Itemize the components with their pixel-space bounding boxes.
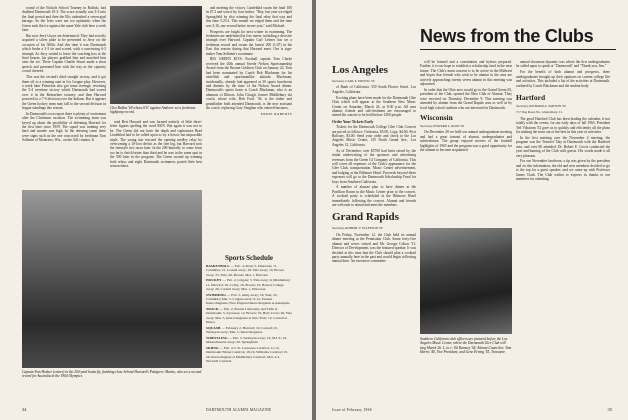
page-number: 35 <box>607 407 612 412</box>
sport-name: SWIMMING <box>206 292 227 297</box>
masthead-title: News from the Clubs <box>420 26 594 46</box>
swimming-photo <box>22 190 202 368</box>
paragraph: A number of alumni plan to have dinner at the Pavillion Room in the Music Center prior to the concert. A cocktail party is scheduled at the Biltmore Hotel immediately following the concert. Alumni and friends are welcome to attend and meet the members. <box>332 185 416 208</box>
sport-dates: Feb. 5, Army away; 18, Yale; 25, Columbia; Mar. 5, Colgate away; 9-12, Eastern Intercollegiates; New England Intercollegiates at Annapolis. <box>206 292 291 306</box>
paragraph: read Bert Harvard and was formed entirely of little three-letter figures spelling the word RUN. But again it was not to be. The Green did not have the depth and sophomore Brad Lindeblad had to be called upon to try a heroic but impossible triple. The young star rescued the opening medley relay by overcoming a 10-foot deficit as the free leg, but Harvard won the freestyle two races later. In the 200 butterfly to come from too far to finish better than third and he was in the same spot in the 500 later in the program. The Green wound up winning both relays and eight Dartmouth swimmers posted their best season times. <box>110 120 202 169</box>
sports-schedule-item: SQUASH — February 2, Harvard; 19, Cornell; 25, Wesleyan away; Mar. 5, Intercollegiates. <box>206 325 278 335</box>
paragraph: annual showman dynamic was where the first undergraduates he called upon to speak or "Dartmouth" and "Thank you, Jim." <box>516 60 610 69</box>
sport-name: WRESTLING <box>206 335 228 340</box>
highjumper-caption: Chet Ballou '69 whose 6'6" against Andover set a freshman highjump record. <box>110 106 196 115</box>
sports-schedule-item: TRACK — Feb. 2, Boston University and Tufts at Dartmouth; 5, Syracuse; 12, Brown; 19, Holy Cross; 26, Yale away; Mar. 5, Intercollegiates at New York; 12, Cornell at Ithaca. <box>206 307 292 325</box>
footer-issue: Issue of February 1966 <box>332 408 372 412</box>
sport-dates: Feb. 4-5, St. Lawrence Carnival; 11-12, Dartmouth Winter Carnival; 18-19, Williams Carnival; 25-26, Intercollegiate at Middlebury Carnival; Mar. 4-5, Norwich Carnival. <box>206 346 289 363</box>
paragraph: Exciting plans have been made for the Dartmouth Glee Club which will appear at the Southern New Music Center on Saturday, March 26, at 8:30 p.m. All area alumni, friends and sub-freshmen are encouraged to attend the concert to be held before 1200 people. <box>332 95 416 118</box>
masthead <box>420 26 616 52</box>
grand-rapids-heading: Grand Rapids <box>332 211 399 224</box>
sport-name: SQUASH <box>206 325 221 330</box>
sport-dates: Feb. 5, Wesleyan away; 19, M.I.T.; 25, Massachusetts away; 26, Springfield. <box>206 335 288 345</box>
sports-schedule-item: SKIING — Feb. 4-5, St. Lawrence Carnival; 11-12, Dartmouth Winter Carnival; 18-19, Williams Carnival; 25-26, Intercollegiate at Middlebury Carnival; Mar. 4-5, Norwich Carnival. <box>206 346 289 363</box>
sport-dates: Feb. 4, Penn; 5, Princeton; 11, Columbia; 12, Cornell away; 18, Yale away; 19, Brown away; 25, Yale; 26, Brown; Mar. 1, Harvard. <box>206 264 284 277</box>
los-angeles-byline: Secretary, CARL E. ERVING '56 <box>332 79 375 83</box>
sports-schedule-item: SWIMMING — Feb. 5, Army away; 18, Yale; 25, Columbia; Mar. 5, Colgate away; 9-12, Eastern Intercollegiates; New England Intercollegiates at Annapolis. <box>206 292 291 306</box>
club-officers-caption: Southern California club officers are pictured before the Los Angeles Music Center, where the Dartmouth Glee Club will sing March 26. L. to r.: Ed Ramsey '54, Alumni Councilor; Tom Harris '46, Vice President; and Gene Erving '55, Treasurer. <box>420 337 512 354</box>
paragraph: In order that the Ohio area would go to the Grand Green 65, president of the Club, opened the Ohio Club of Alumni. They were received on Thursday, December 9. This meeting was attended by alumni from the Grand Rapids area as well as by local high school students who are interested in Dartmouth. <box>420 87 512 110</box>
right-column-2 <box>420 60 512 225</box>
los-angeles-subhead: Order Your Tickets Early <box>332 119 374 124</box>
sports-schedule-item: HOCKEY — Feb. 2, Colgate; 5, Yale away; 9, Middlebury; 11, Harvard; 16, Colby; 19, Brown; 23, Boston College away; 26, Cornell away; Mar. 1, Princeton. <box>206 278 291 291</box>
hartford-address: 717 Dog Road, No. Glastonbury, Ct. <box>516 110 563 115</box>
masthead-rule <box>420 49 616 50</box>
paragraph: BIG GREEN KITS: Football captain Tom Clarke received the 20th annual Swede Nelson Sportsmanship Award from the Boston Gridiron Club on January 22. Tom had been nominated by Coach Bob Blackman for his unselfish and sportsmanlike attitude. Blackman, incidentally, already had appeared at 30 sports luncheons and dinners by the time of the Nelson Award dinner. Dartmouth's sports brain is Coach Blackman, who is an alumnus of Illinois. John Clough, former Middlebury ski coach, whose wife, Bob Ford, '36, is the father and grandfather both attended Dartmouth, is the new assistant ski coach, replacing Gary Vaughan who entered business. <box>206 57 292 110</box>
paragraph: round of the Nichols School Tourney in Buffalo, had drubbed Dartmouth 10-3. The score actually was 3-3 into the final period and then the Elis unleashed a seven-goal barrage. So the Ivies were not too optimistic when the Green took the ice against the same Yale club here a week later. <box>22 6 106 33</box>
paragraph: For the benefit of both alumni and prospects, three undergraduates brought up their opinions on current college life and activities. This included a list of the activities at Dartmouth, outlined by Coach Blackman and the student body. <box>516 70 610 88</box>
sport-dates: Feb. 2, Colgate; 5, Yale away; 9, Middlebury; 11, Harvard; 16, Colby; 19, Brown; 23, Boston College away; 26, Cornell away; Mar. 1, Princeton. <box>206 278 291 291</box>
hartford-byline: Secretary, RICHARD A. WATSON '59 <box>516 103 566 108</box>
sport-dates: February 2, Harvard; 19, Cornell; 25, Wesleyan away; Mar. 5, Intercollegiates. <box>206 325 278 335</box>
sports-schedule-item: WRESTLING — Feb. 5, Wesleyan away; 19, M.I.T.; 25, Massachusetts away; 26, Springfield. <box>206 335 288 345</box>
paragraph: As of December, over $5700 had been raised by the initial underwriting of the sponsors and advertising revenues from the Green Gl Company of California. This will cover all expenses of the Club's appearance for the Glee Club, transportation, Music Center advertisement, and lodging at the Biltmore Hotel. Proceeds beyond these expenses will go to the Dartmouth Scholarship Fund for boys from Southern California. <box>332 148 416 184</box>
sports-schedule <box>206 250 292 390</box>
left-column-2-top <box>206 6 292 186</box>
right-column-1 <box>332 60 416 360</box>
sport-name: SKIING <box>206 346 219 351</box>
right-page <box>316 0 628 420</box>
wisconsin-heading: Wisconsin <box>420 112 453 122</box>
author-signature: ERNIE ROBERTS <box>260 112 292 117</box>
swim-meet-text <box>110 120 202 190</box>
paragraph: The good Hartford Club has been leading the calendar, if not totally with the events, for our early days of fall 1965. President Ted Vikstrom '52 gave us to quickly and efficiently all the plans for making the most out of the best in this year of activities. <box>516 116 610 134</box>
sport-dates: Feb. 2, Boston University and Tufts at Dartmouth; 5, Syracuse; 12, Brown; 19, Holy Cross; 26, Yale away; Mar. 5, Intercollegiates at New York; 12, Cornell at Ithaca. <box>206 307 292 325</box>
sports-schedule-heading: Sports Schedule <box>224 254 274 262</box>
sport-name: BASKETBALL <box>206 264 230 268</box>
sports-schedule-item: BASKETBALL — Feb. 4, Penn; 5, Princeton; 11, Columbia; 12, Cornell away; 18, Yale away; 19, Brown away; 25, Yale; 26, Brown; Mar. 1, Harvard. <box>206 264 284 277</box>
club-officers-photo <box>420 228 512 334</box>
highjumper-photo <box>110 6 202 104</box>
page-number: 34 <box>22 407 27 412</box>
footer-title: DARTMOUTH ALUMNI MAGAZINE <box>206 408 272 412</box>
grand-rapids-byline: Secretary, ROBERT V. ELLEFSON '59 <box>332 226 383 231</box>
los-angeles-heading: Los Angeles <box>332 64 388 76</box>
right-column-3 <box>516 60 610 390</box>
paragraph: On December 28 we held our annual undergraduate meeting and had a great turnout of alumni, undergraduates and subfreshmen. The group enjoyed movies of the football highlights of 1965 and the program was a good opportunity for the alumni to become acquainted. <box>420 130 512 152</box>
paragraph: For our November luncheon, a tip was given by the president and on this information, the old and new members decided to go to the top for a guest speaker, and we came up with Professor James Clark. The Club wishes to express its thanks to our members for attending. <box>516 159 610 182</box>
paragraph: Tickets for the Dartmouth College Glee Club Concert are priced as follows: Orchestra, $5.00; Loge, $4.00; First Balcony, $3.00. Send your order and check to the Los Angeles Music Center, 135 North Grand Ave., Los Angeles 12, California. <box>332 125 416 147</box>
paragraph: and meeting the victory. Lindeblad swam the final 100 in 47.2 and won it by four inches. "Boy, last year we edged Springfield by also winning the final relay that way and this time 3:23.3. This month we edged them and the time was 3:16, one second better in one year," said Michael. <box>206 6 292 28</box>
paragraph: Prospects are bright for next winter in swimming. The freshmen are undefeated in five meets, including a decisive triumph over Harvard. Captain Carl Leitner has set a freshman record and swum the fastest 200 (1:47) in the East this season during that Harvard meet. Our is sign-maker Tom Solheim's roommate. <box>206 29 292 56</box>
paragraph: will be formed and a constitution and bylaws prepared. Further, it is our hope to establish a scholarship fund in the near future. The Club's main concern is to be active in the Midwest and hopes that friends who wish to be alumni in the area are actively approaching twenty seven alumni in this meeting was adjourned. <box>420 60 512 87</box>
paragraph: In Dartmouth's own report there is plenty of excitement after the Christmas vacation. The swimming team was keyed up about the possibility of defeating Harvard for the first time since 1959. The squad was training very hard and morale was high. In the dressing room there were signs such as the one concocted by freshman Tom Solheim of Montreux, Wis., on the Gill counter. It <box>22 111 106 143</box>
swimming-caption: Captain Tom Hosher (center) in the 200-yard butterfly, finishing close behind Harvard's Pettigrew. Martin, who set a second record for Australia in the 1964 Olympics. <box>22 370 202 379</box>
paragraph: of Bank of California, 550 South Flower Street, Los Angeles, California. <box>332 85 416 94</box>
paragraph: In the first meeting over the November 4 meeting, the program was the Trustees' Day at Dartmouth with the Hartford area, and over 60 attended. Dr. Robert E. Lewis conducted the year and hunting of the Club with guests. His words made it all very pleasant. <box>516 135 610 158</box>
paragraph: This was the second's third straight victory, and it got them off to a winning start in Ivy League play. However, a week later Princeton also got some revenge, reversing the 5-4 overtime victory which Dartmouth had scored over it in the Rensselaer tourney, and then Harvard powered to a 7-0 decision over the Indians. But it appears the Green hockey team may fall to the second division in league standings this season. <box>22 75 106 110</box>
paragraph: On Friday, November 12, the Club held its annual dinner meeting at the Peninsular Club. Some forty-five alumni and wives visited and Mr. George Colton '31, Director of Development, was the featured speaker. It was decided at this time that the Club should plan a cocktail party annually here in the past and would begin collecting annual dues. An executive committee <box>332 232 416 264</box>
sport-name: TRACK <box>206 307 219 312</box>
hartford-heading: Hartford <box>516 92 546 102</box>
wisconsin-byline: Secretary, EDWARD L. ROSS '56 <box>420 123 464 128</box>
paragraph: But now Jerry's boys are determined. They had secretly acquired a silver plate to be presented to Jerry on the occasion of his 300th. And this time it was Dartmouth which broke a 3-3 tie and scored, with a convincing 6-3 triumph. As Jerry waited to leave the coaching box at the final buzzer, his players grabbed him and marched him onto the ice. There Captain Charlie Stuart made a short speech and presented him with the tray as the capacity crowd cheered. <box>22 33 106 74</box>
left-page <box>0 0 312 420</box>
sports-list <box>206 264 292 363</box>
sport-name: HOCKEY <box>206 278 222 283</box>
